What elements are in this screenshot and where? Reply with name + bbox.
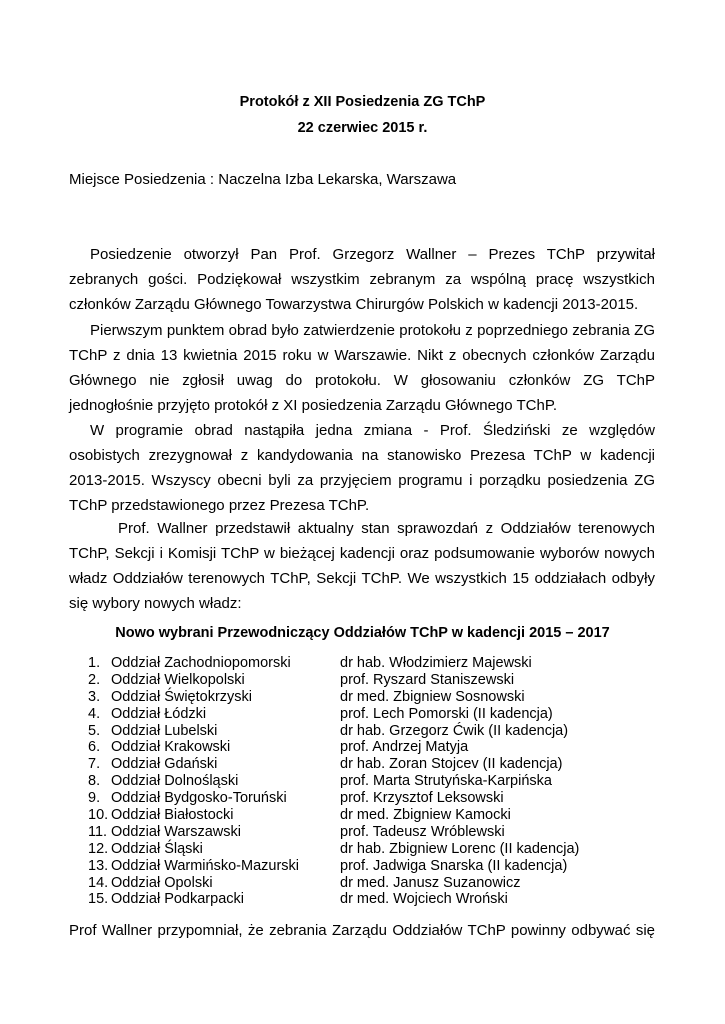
branch-name: Oddział Białostocki xyxy=(111,807,234,824)
item-number: 6. xyxy=(88,739,101,756)
list-item xyxy=(88,824,648,841)
chair-name: dr med. Zbigniew Sosnowski xyxy=(340,688,525,705)
item-number: 1. xyxy=(88,655,101,671)
branch-name: Oddział Bydgosko-Toruński xyxy=(111,790,287,807)
item-number: 2. xyxy=(88,671,101,688)
document-title: Protokół z XII Posiedzenia ZG TChP xyxy=(239,94,486,110)
paragraph-final-line: Prof Wallner przypomniał, że zebrania Zarządu Oddziałów TChP powinny odbywać się xyxy=(69,922,655,939)
chair-name: prof. Lech Pomorski (II kadencja) xyxy=(340,705,553,722)
branch-name: Oddział Podkarpacki xyxy=(111,891,244,908)
item-number: 11. xyxy=(88,823,108,840)
branch-name: Oddział Śląski xyxy=(111,840,203,857)
list-item xyxy=(88,739,648,756)
list-item xyxy=(88,858,648,875)
chair-name: dr med. Janusz Suzanowicz xyxy=(340,874,521,891)
list-item xyxy=(88,706,648,723)
item-number: 8. xyxy=(88,773,101,790)
item-number: 5. xyxy=(88,722,101,739)
list-item xyxy=(88,841,648,858)
document-date: 22 czerwiec 2015 r. xyxy=(297,120,428,136)
paragraph-protocol-approval: Pierwszym punktem obrad było zatwierdzenie protokołu z poprzedniego zebrania ZG TChP z dnia 13 kwietnia 2015 roku w Warszawie. Nikt z obecnych członków Zarządu Głównego nie zgłosił uwag do protokołu. W głosowaniu członków ZG TChP jednogłośnie przyjęto protokół z XI posiedzenia Zarządu Głównego TChP. xyxy=(69,322,655,414)
chair-name: dr hab. Zoran Stojcev (II kadencja) xyxy=(340,756,563,773)
chair-name: prof. Ryszard Staniszewski xyxy=(340,671,515,688)
list-item xyxy=(88,891,648,908)
paragraph-opening: Posiedzenie otworzył Pan Prof. Grzegorz Wallner – Prezes TChP przywitał zebranych gości. Podziękował wszystkim zebranym za wspólną pracę wszystkich członków Zarządu Głównego Towarzystwa Chirurgów Polskich w kadencji 2013-2015. xyxy=(69,246,655,313)
item-number: 3. xyxy=(88,688,101,705)
list-item xyxy=(88,807,648,824)
branch-name: Oddział Zachodniopomorski xyxy=(111,655,291,671)
item-number: 14. xyxy=(88,874,109,891)
item-number: 15. xyxy=(88,891,109,908)
chair-name: dr med. Zbigniew Kamocki xyxy=(340,807,511,824)
chairs-list xyxy=(88,655,648,908)
branch-name: Oddział Gdański xyxy=(111,756,218,773)
chair-name: dr med. Wojciech Wroński xyxy=(340,891,508,908)
chair-name: prof. Andrzej Matyja xyxy=(340,739,469,756)
list-item xyxy=(88,723,648,740)
branch-name: Oddział Dolnośląski xyxy=(111,773,239,790)
branch-name: Oddział Krakowski xyxy=(111,739,231,756)
item-number: 4. xyxy=(88,705,101,722)
item-number: 13. xyxy=(88,857,109,874)
paragraph-reports: Prof. Wallner przedstawił aktualny stan sprawozdań z Oddziałów terenowych TChP, Sekcji i Komisji TChP w bieżącej kadencji oraz podsumowanie wyborów nowych władz Oddziałów terenowych TChP, Sekcji TChP. We wszystkich 15 oddziałach odbyły się wybory nowych władz: xyxy=(69,520,655,612)
chair-name: dr hab. Grzegorz Ćwik (II kadencja) xyxy=(340,722,569,739)
branch-name: Oddział Wielkopolski xyxy=(111,671,245,688)
chair-name: prof. Krzysztof Leksowski xyxy=(340,790,504,807)
meeting-place: Miejsce Posiedzenia : Naczelna Izba Lekarska, Warszawa xyxy=(69,171,457,188)
list-item xyxy=(88,756,648,773)
item-number: 12. xyxy=(88,840,109,857)
branch-name: Oddział Lubelski xyxy=(111,722,218,739)
list-item xyxy=(88,875,648,892)
list-item xyxy=(88,790,648,807)
list-item xyxy=(88,655,648,672)
branch-name: Oddział Świętokrzyski xyxy=(111,688,253,705)
item-number: 10. xyxy=(88,807,109,824)
chair-name: prof. Marta Strutyńska-Karpińska xyxy=(340,773,552,790)
branch-name: Oddział Warszawski xyxy=(111,823,241,840)
branch-name: Oddział Warmińsko-Mazurski xyxy=(111,857,299,874)
item-number: 9. xyxy=(88,790,101,807)
paragraph-agenda-change: W programie obrad nastąpiła jedna zmiana - Prof. Śledziński ze względów osobistych zrezygnował z kandydowania na stanowisko Prezesa TChP w kadencji 2013-2015. Wszyscy obecni byli za przyjęciem programu i porządku posiedzenia ZG TChP przedstawionego przez Prezesa TChP. xyxy=(69,422,655,514)
list-item xyxy=(88,689,648,706)
list-item xyxy=(88,672,648,689)
branch-name: Oddział Opolski xyxy=(111,874,213,891)
chair-name: prof. Tadeusz Wróblewski xyxy=(340,823,505,840)
chairs-list-title: Nowo wybrani Przewodniczący Oddziałów TChP w kadencji 2015 – 2017 xyxy=(115,625,610,641)
item-number: 7. xyxy=(88,756,101,773)
chair-name: dr hab. Zbigniew Lorenc (II kadencja) xyxy=(340,840,580,857)
list-item xyxy=(88,773,648,790)
chair-name: prof. Jadwiga Snarska (II kadencja) xyxy=(340,857,568,874)
chair-name: dr hab. Włodzimierz Majewski xyxy=(340,655,532,671)
branch-name: Oddział Łódzki xyxy=(111,705,207,722)
